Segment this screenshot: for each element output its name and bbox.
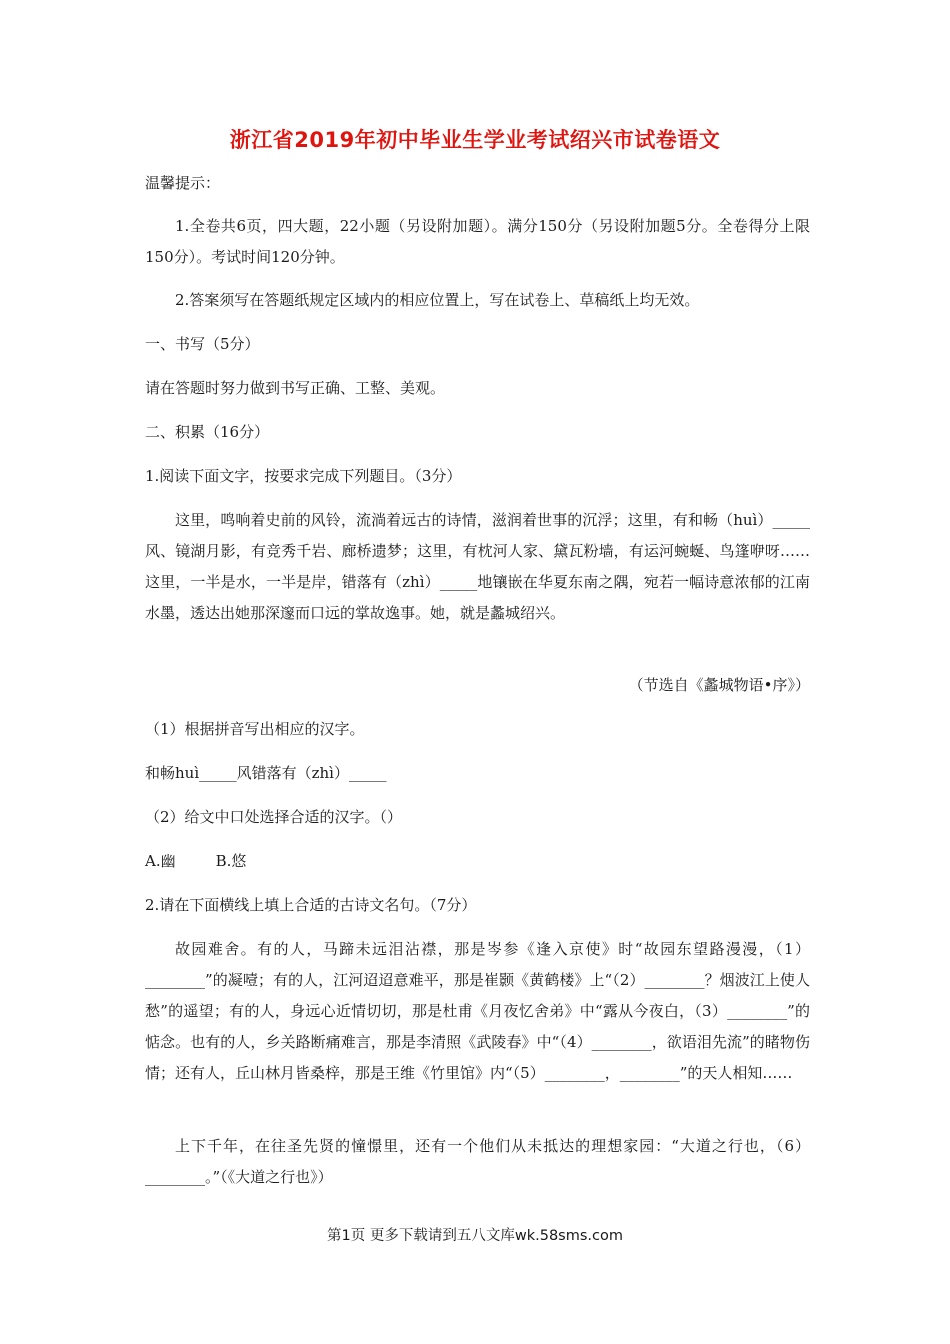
question-1-sub-2: （2）给文中口处选择合适的汉字。（） xyxy=(145,808,403,826)
question-1-sub-1: （1）根据拼音写出相应的汉字。 xyxy=(145,720,365,738)
page-footer: 第1页 更多下载请到五八文库wk.58sms.com xyxy=(327,1228,623,1244)
question-1-prompt: 1.阅读下面文字，按要求完成下列题目。（3分） xyxy=(145,467,462,485)
option-a: A.幽 xyxy=(145,852,176,870)
tips-item-2: 2.答案须写在答题纸规定区域内的相应位置上，写在试卷上、草稿纸上均无效。 xyxy=(175,291,700,309)
section-1-instruction: 请在答题时努力做到书写正确、工整、美观。 xyxy=(145,379,446,397)
section-1-heading: 一、书写（5分） xyxy=(145,335,260,353)
question-1-options xyxy=(145,846,810,877)
section-2-heading: 二、积累（16分） xyxy=(145,423,270,441)
question-2-prompt: 2.请在下面横线上填上合适的古诗文名句。（7分） xyxy=(145,896,477,914)
option-b: B.悠 xyxy=(215,852,247,870)
question-2-passage-2: 上下千年，在往圣先贤的憧憬里，还有一个他们从未抵达的理想家园：“大道之行也，（6）________。”（《大道之行也》） xyxy=(145,1137,810,1186)
question-2-passage-1: 故园难舍。有的人，马蹄未远泪沾襟，那是岑参《逢入京使》时“故园东望路漫漫，（1）________”的凝噎；有的人，江河迢迢意难平，那是崔颢《黄鹤楼》上“（2）________？烟波江上使人愁”的遥望；有的人，身远心近情切切，那是杜甫《月夜忆舍弟》中“露从今夜白，（3）________”的惦念。也有的人，乡关路断痛难言，那是李清照《武陵春》中“（4）________，欲语泪先流”的睹物伤情；还有人，丘山林月皆桑梓，那是王维《竹里馆》内“（5）________，________”的天人相知…… xyxy=(145,940,810,1082)
passage-source: （节选自《蠡城物语•序》） xyxy=(628,676,810,694)
page-title: 浙江省2019年初中毕业生学业考试绍兴市试卷语文 xyxy=(229,128,721,152)
question-1-sub-1-line: 和畅huì_____风错落有（zhì）_____ xyxy=(145,764,387,782)
question-1-passage: 这里，鸣响着史前的风铃，流淌着远古的诗情，滋润着世事的沉浮；这里，有和畅（huì）_____风、镜湖月影，有竞秀千岩、廊桥遗梦；这里，有枕河人家、黛瓦粉墙，有运河蜿蜒、鸟篷咿呀……这里，一半是水，一半是岸，错落有（zhì）_____地镶嵌在华夏东南之隅，宛若一幅诗意浓郁的江南水墨，透达出她那深邃而口远的掌故逸事。她，就是蠡城绍兴。 xyxy=(145,511,810,622)
tips-heading: 温馨提示： xyxy=(145,174,221,192)
tips-item-1: 1.全卷共6页，四大题，22小题（另设附加题）。满分150分（另设附加题5分。全卷得分上限150分）。考试时间120分钟。 xyxy=(145,217,810,266)
